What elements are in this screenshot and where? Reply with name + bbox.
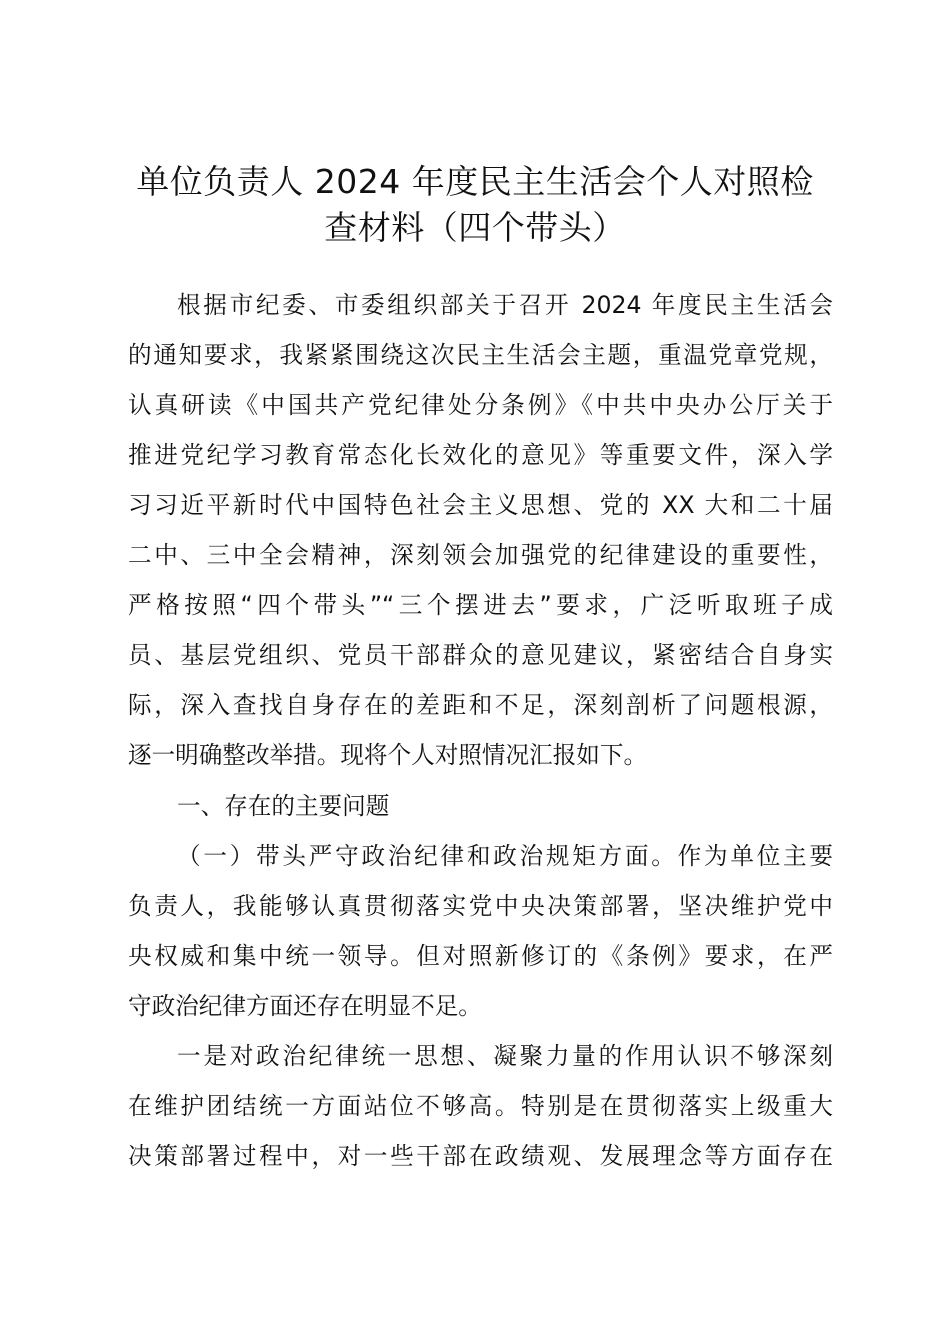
paragraph-1-line-9: 际，深入查找自身存在的差距和不足，深刻剖析了问题根源，: [128, 691, 833, 719]
document-title-line-1: 单位负责人 2024 年度民主生活会个人对照检: [136, 162, 814, 201]
paragraph-1-line-6: 二中、三中全会精神，深刻领会加强党的纪律建设的重要性，: [128, 541, 833, 569]
paragraph-3-line-2: 在维护团结统一方面站位不够高。特别是在贯彻落实上级重大: [128, 1092, 833, 1120]
paragraph-1-line-7: 严格按照“四个带头”“三个摆进去”要求，广泛听取班子成: [128, 591, 833, 619]
paragraph-1-line-10: 逐一明确整改举措。现将个人对照情况汇报如下。: [128, 741, 648, 769]
paragraph-2-line-2: 负责人，我能够认真贯彻落实党中央决策部署，坚决维护党中: [128, 892, 833, 920]
paragraph-1-line-3: 认真研读《中国共产党纪律处分条例》《中共中央办公厅关于: [128, 391, 833, 419]
paragraph-1-line-2: 的通知要求，我紧紧围绕这次民主生活会主题，重温党章党规，: [128, 341, 833, 369]
document-title-line-2: 查材料（四个带头）: [324, 208, 626, 247]
section-heading: 一、存在的主要问题: [177, 792, 390, 820]
paragraph-1-line-5: 习习近平新时代中国特色社会主义思想、党的 XX 大和二十届: [128, 491, 833, 519]
paragraph-1-line-1: 根据市纪委、市委组织部关于召开 2024 年度民主生活会: [177, 291, 833, 319]
paragraph-3-line-1: 一是对政治纪律统一思想、凝聚力量的作用认识不够深刻: [177, 1042, 833, 1070]
paragraph-2-line-4: 守政治纪律方面还存在明显不足。: [128, 992, 482, 1020]
paragraph-1-line-4: 推进党纪学习教育常态化长效化的意见》等重要文件，深入学: [128, 441, 833, 469]
paragraph-2-line-3: 央权威和集中统一领导。但对照新修订的《条例》要求，在严: [128, 942, 833, 970]
paragraph-3-line-3: 决策部署过程中，对一些干部在政绩观、发展理念等方面存在: [128, 1142, 833, 1170]
paragraph-2-line-1: （一）带头严守政治纪律和政治规矩方面。作为单位主要: [177, 842, 833, 870]
paragraph-1-line-8: 员、基层党组织、党员干部群众的意见建议，紧密结合自身实: [128, 641, 833, 669]
